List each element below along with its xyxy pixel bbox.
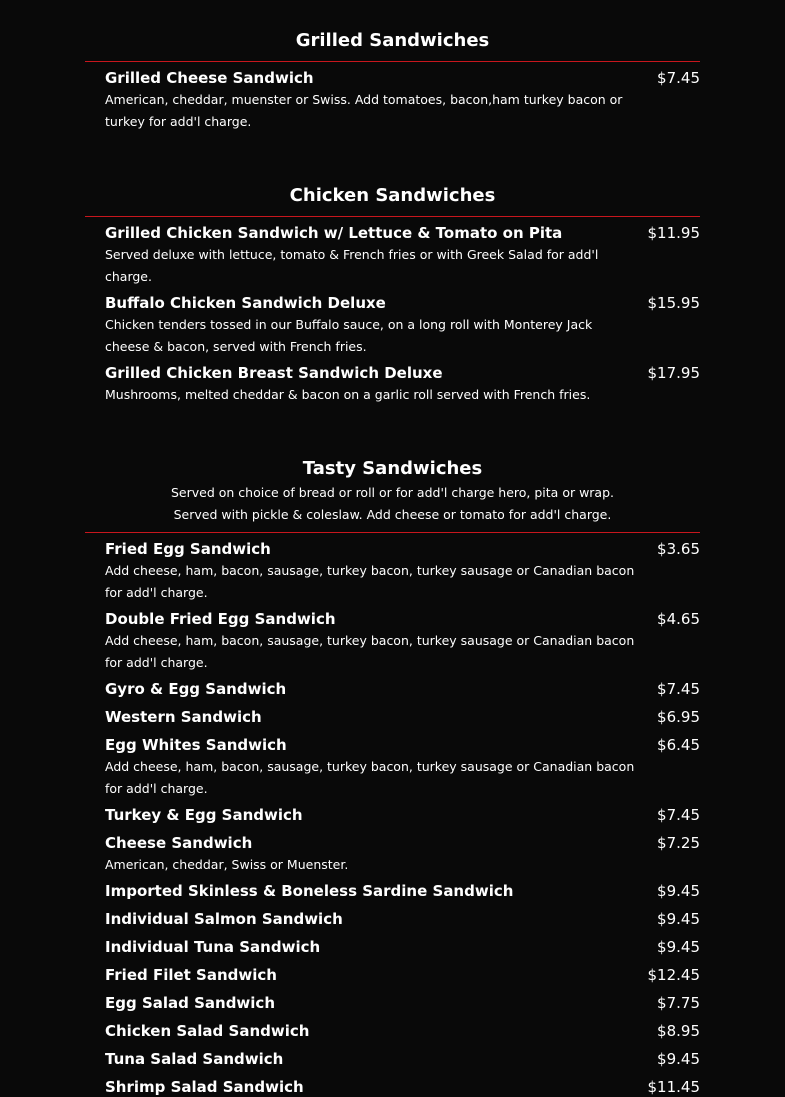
item-name: Fried Filet Sandwich [105,966,277,984]
item-name: Individual Tuna Sandwich [105,938,321,956]
item-name: Gyro & Egg Sandwich [105,680,287,698]
item-description: American, cheddar, Swiss or Muenster. [105,857,349,872]
item-price: $7.25 [657,834,700,852]
item-name: Individual Salmon Sandwich [105,910,343,928]
item-description: American, cheddar, muenster or Swiss. Add tomatoes, bacon,ham turkey bacon or turkey for add'l charge. [105,92,623,129]
item-price: $11.95 [647,224,700,242]
section-divider [85,216,700,217]
item-description: Mushrooms, melted cheddar & bacon on a garlic roll served with French fries. [105,387,591,402]
section-description: Served on choice of bread or roll or for add'l charge hero, pita or wrap. Served with pickle & coleslaw. Add cheese or tomato for add'l charge. [170,485,615,522]
menu-item[interactable] [85,1049,700,1069]
item-price: $4.65 [657,610,700,628]
menu-item[interactable] [85,965,700,985]
item-name: Western Sandwich [105,708,262,726]
item-price: $6.45 [657,736,700,754]
item-price: $9.45 [657,938,700,956]
item-price: $9.45 [657,1050,700,1068]
section-title: Tasty Sandwiches [302,458,483,479]
item-name: Chicken Salad Sandwich [105,1022,310,1040]
item-name: Shrimp Salad Sandwich [105,1078,304,1096]
item-name: Egg Salad Sandwich [105,994,276,1012]
item-price: $9.45 [657,910,700,928]
item-price: $9.45 [657,882,700,900]
item-price: $7.45 [657,806,700,824]
menu-item[interactable] [85,805,700,825]
item-description: Chicken tenders tossed in our Buffalo sauce, on a long roll with Monterey Jack cheese & bacon, served with French fries. [105,317,593,354]
item-price: $7.45 [657,69,700,87]
item-price: $11.45 [647,1078,700,1096]
item-price: $6.95 [657,708,700,726]
item-price: $15.95 [647,294,700,312]
section-title: Chicken Sandwiches [289,185,496,206]
menu-item[interactable] [85,1077,700,1097]
section-chicken-sandwiches [85,185,700,406]
menu-item[interactable] [85,68,700,133]
item-description: Add cheese, ham, bacon, sausage, turkey bacon, turkey sausage or Canadian bacon for add'l charge. [105,563,635,600]
item-name: Grilled Cheese Sandwich [105,69,314,87]
section-grilled-sandwiches [85,0,700,133]
menu-item[interactable] [85,293,700,358]
item-name: Grilled Chicken Sandwich w/ Lettuce & Tomato on Pita [105,224,563,242]
menu-item[interactable] [85,993,700,1013]
item-name: Buffalo Chicken Sandwich Deluxe [105,294,386,312]
item-price: $7.45 [657,680,700,698]
item-name: Double Fried Egg Sandwich [105,610,336,628]
item-price: $12.45 [647,966,700,984]
item-name: Egg Whites Sandwich [105,736,287,754]
item-name: Tuna Salad Sandwich [105,1050,284,1068]
section-title: Grilled Sandwiches [295,30,490,51]
section-tasty-sandwiches [85,458,700,1097]
section-divider [85,61,700,62]
menu-item[interactable] [85,679,700,699]
menu-item[interactable] [85,1021,700,1041]
item-name: Fried Egg Sandwich [105,540,271,558]
item-name: Turkey & Egg Sandwich [105,806,303,824]
menu-item[interactable] [85,609,700,674]
item-description: Add cheese, ham, bacon, sausage, turkey bacon, turkey sausage or Canadian bacon for add'l charge. [105,759,635,796]
menu-item[interactable] [85,833,700,876]
menu-item[interactable] [85,881,700,901]
menu-item[interactable] [85,937,700,957]
menu-item[interactable] [85,539,700,604]
section-divider [85,532,700,533]
item-price: $17.95 [647,364,700,382]
menu-item[interactable] [85,909,700,929]
item-price: $3.65 [657,540,700,558]
item-description: Served deluxe with lettuce, tomato & French fries or with Greek Salad for add'l charge. [105,247,599,284]
menu-item[interactable] [85,707,700,727]
item-price: $8.95 [657,1022,700,1040]
item-name: Cheese Sandwich [105,834,253,852]
item-description: Add cheese, ham, bacon, sausage, turkey bacon, turkey sausage or Canadian bacon for add'l charge. [105,633,635,670]
menu-item[interactable] [85,363,700,406]
item-name: Imported Skinless & Boneless Sardine Sandwich [105,882,514,900]
menu-item[interactable] [85,223,700,288]
item-name: Grilled Chicken Breast Sandwich Deluxe [105,364,443,382]
item-price: $7.75 [657,994,700,1012]
menu-item[interactable] [85,735,700,800]
